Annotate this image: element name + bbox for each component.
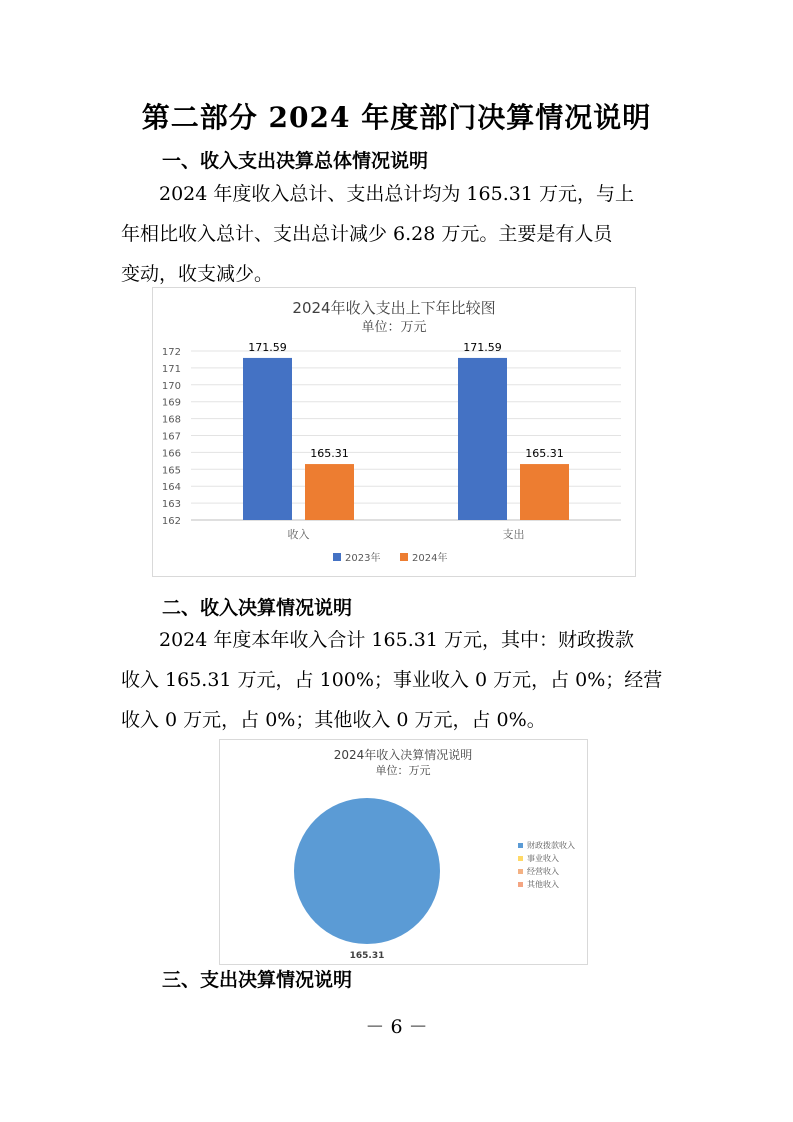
paragraph-line: 收入 165.31 万元，占 100%；事业收入 0 万元，占 0%；经营: [121, 669, 663, 691]
section-heading-expenditure: 三、支出决算情况说明: [162, 969, 353, 991]
bar: [305, 464, 354, 520]
section-paragraph-income: [121, 620, 673, 740]
bar-data-label: 171.59: [248, 340, 287, 354]
chart-subtitle: 单位：万元: [375, 764, 431, 777]
x-tick-label: 收入: [287, 528, 310, 541]
paragraph-line: 2024 年度本年收入合计 165.31 万元，其中：财政拨款: [159, 629, 634, 651]
bar: [520, 464, 569, 520]
legend-label: 其他收入: [527, 880, 559, 889]
legend-swatch: [400, 553, 408, 561]
pie-chart: [220, 740, 587, 964]
bar-data-label: 165.31: [525, 447, 564, 461]
section-paragraph-overview: [121, 174, 673, 294]
legend-label: 事业收入: [527, 854, 559, 863]
y-tick-label: 165: [161, 465, 181, 477]
section-heading-overview: 一、收入支出决算总体情况说明: [162, 150, 429, 172]
y-tick-label: 162: [161, 516, 181, 527]
pie-data-label: 165.31: [349, 951, 385, 961]
bar-data-label: 171.59: [463, 340, 502, 354]
paragraph-line: 2024 年度收入总计、支出总计均为 165.31 万元，与上: [159, 183, 634, 205]
legend-swatch: [518, 843, 523, 848]
paragraph-line: 变动，收支减少。: [121, 263, 274, 285]
y-tick-label: 169: [161, 397, 181, 409]
y-tick-label: 168: [161, 414, 181, 426]
chart-subtitle: 单位：万元: [361, 320, 427, 335]
y-tick-label: 171: [161, 363, 181, 375]
bar: [458, 358, 507, 520]
y-tick-label: 166: [161, 448, 181, 460]
bar: [243, 358, 292, 520]
page-title: 第二部分 2024 年度部门决算情况说明: [141, 101, 652, 134]
y-tick-label: 163: [161, 499, 181, 511]
x-tick-label: 支出: [502, 528, 525, 541]
legend-label: 经营收入: [527, 867, 559, 876]
bar-data-label: 165.31: [310, 447, 349, 461]
bar-chart: [153, 288, 635, 576]
y-tick-label: 167: [161, 431, 181, 443]
legend-swatch: [518, 869, 523, 874]
y-tick-label: 172: [161, 347, 181, 358]
paragraph-line: 年相比收入总计、支出总计减少 6.28 万元。主要是有人员: [121, 223, 613, 245]
bar-chart-container: [152, 287, 636, 577]
legend-label: 2024年: [412, 553, 448, 564]
y-tick-label: 164: [161, 482, 181, 494]
section-heading-income: 二、收入决算情况说明: [162, 597, 353, 619]
chart-title: 2024年收入支出上下年比较图: [292, 299, 496, 317]
page-number: － 6 －: [365, 1016, 428, 1038]
paragraph-line: 收入 0 万元，占 0%；其他收入 0 万元，占 0%。: [121, 709, 546, 731]
legend-label: 财政拨款收入: [527, 841, 575, 850]
legend-swatch: [333, 553, 341, 561]
chart-title: 2024年收入决算情况说明: [333, 748, 473, 762]
pie-slice: [294, 798, 440, 944]
legend-label: 2023年: [345, 553, 381, 564]
pie-chart-container: [219, 739, 588, 965]
y-tick-label: 170: [161, 380, 181, 392]
legend-swatch: [518, 856, 523, 861]
legend-swatch: [518, 882, 523, 887]
